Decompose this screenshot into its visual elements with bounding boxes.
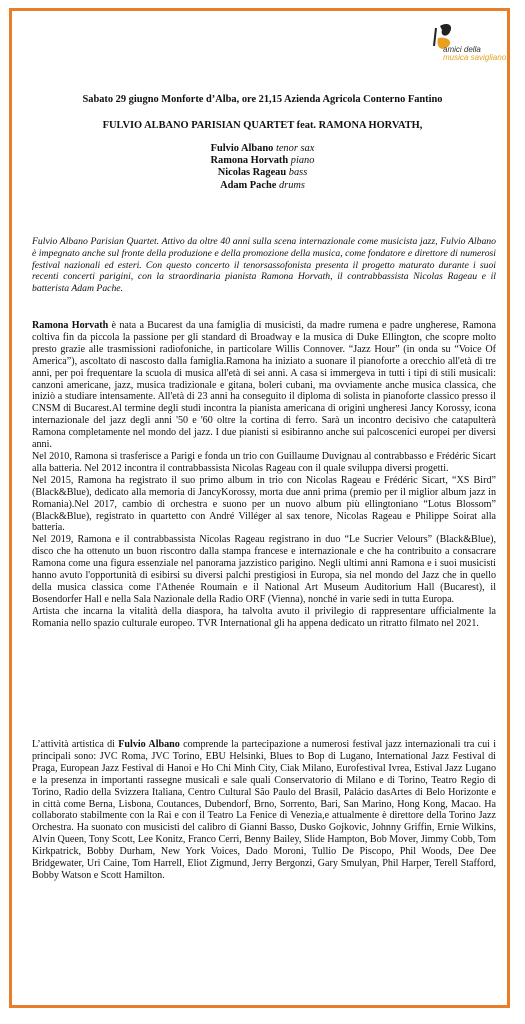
- musician-instrument: bass: [288, 167, 308, 179]
- musician-name: Adam Pache: [220, 179, 277, 191]
- lineup: [0, 143, 525, 192]
- fulvio-name: Fulvio Albano: [118, 739, 180, 750]
- musician-name: Fulvio Albano: [210, 143, 274, 154]
- logo-line-1: amici della: [443, 45, 481, 54]
- concert-title: FULVIO ALBANO PARISIAN QUARTET feat. RAMONA HORVATH,: [102, 120, 423, 131]
- bio-paragraph: Nel 2015, Ramona ha registrato il suo primo album in trio con Nicolas Rageau e Frédéric Sicart, “XS Bird” (Black&Blue), dedicato alla memoria di JancyKorossy, morta due anni prima (premio per il miglior album jazz in Romania).Nel 2017, cambio di orchestra e suono per un nuovo album più ellingtoniano “Lotus Blossom” (Black&Blue), registrato in quartetto con André Villéger al sax tenore, Nicolas Rageau e Philippe Soirat alla batteria.: [32, 474, 496, 534]
- bio-text: è nata a Bucarest da una famiglia di musicisti, da madre rumena e padre ungherese, Ramona coltiva fin da piccola la passione per gli standard di Broadway e la musica di Duke Ellington, che scopre molto presto grazie alle trasmissioni radiofoniche, in particolare Willis Connover. “Jazz Hour” (in onda su “Voice Of America”), ascoltato di nascosto dalla famiglia.Ramona ha iniziato a suonare il pianoforte a orecchio all'età di tre anni, per poi frequentare la scuola di musica all'età di sei anni. A casa si immergeva in tutti i tipi di stili musicali: canzoni americane, jazz, musica tradizionale e gitana, boleri cubani, ma ovviamente anche musica classica, che iniziò a studiare intensamente. All'età di 23 anni ha conseguito il diploma di solista in pianoforte classico presso il CNSM di Bucarest.Al termine degli studi incontra la pianista americana di origini ungheresi Jancy Korossy, icona internazionale del jazz degli anni '50 e '60 oltre la cortina di ferro. Sarà un incontro decisivo che catapulterà Ramona completamente nel mondo del jazz. I due pianisti si esibiranno anche sui palcoscenici europei per diversi anni.: [32, 320, 496, 451]
- bio-paragraph: Nel 2019, Ramona e il contrabbassista Nicolas Rageau registrano in duo “Le Sucrier Velours” (Black&Blue), disco che ha ottenuto un buon riscontro dalla stampa francese e internazionale e che ha contribuito a consacrare Ramona come una figura essenziale nel panorama jazzistico parigino. Negli ultimi anni Ramona e i suoi musicisti hanno avuto l'opportunità di esibirsi su diversi palchi prestigiosi in Europa, sia nel mondo del Jazz che in quello della musica classica come l'Athenée Roumain e il National Art Museum Auditorium Hall (Bucarest), il Bosendorfer Hall e nella Sala Nazionale della Radio ORF (Vienna), nonché in varie sedi in tutta Europa.: [32, 534, 496, 605]
- musician-name: Nicolas Rageau: [217, 167, 287, 179]
- musician-instrument: piano: [290, 155, 315, 167]
- musician-name: Ramona Horvath: [210, 155, 289, 167]
- bio-paragraph: [32, 320, 496, 451]
- bio-paragraph: Nel 2010, Ramona si trasferisce a Parigi e fonda un trio con Guillaume Duvignau al contrabbasso e Frédéric Sicart alla batteria. Nel 2012 incontra il contrabbassista Nicolas Rageau con il quale sviluppa diversi progetti.: [32, 450, 496, 474]
- logo-text: [443, 46, 506, 62]
- intro-paragraph: Fulvio Albano Parisian Quartet. Attivo da oltre 40 anni sulla scena internazionale come musicista jazz, Fulvio Albano è impegnato anche sul fronte della produzione e della promozione della musica, come fondatore e direttore di numerosi festival nazionali ed esteri. Con questo concerto il tenorsassofonista presenta il progetto maturato durante i suoi recenti concerti parigini, con la straordinaria pianista Ramona Horvath, il contrabbassista Nicolas Rageau e il batterista Adam Pache.: [32, 236, 496, 295]
- bio-text: comprende la partecipazione a numerosi festival jazz internazionali tra cui i principali sono: JVC Roma, JVC Torino, EBU Helsinki, Blues to Bop di Lugano, International Jazz Festival di Praga, European Jazz Festival di Hanoi e Ho Chi Minh City, Ciak Milano, Eurofestival Ivrea, Estival Jazz Lugano e la presenza in importanti rassegne musicali e sale quali Conservatorio di Milano e di Torino, Teatro Regio di Torino, Radio della Svizzera Italiana, Centro Cultural São Paulo del Brasil, Palácio dasArtes di Belo Horizonte e in città come Berna, Lisbona, Coutances, Dubendorf, Brno, Sorrento, Bari, San Marino, Hong Kong, Macao. Ha collaborato stabilmente con la Rai e con il Teatro La Fenice di Venezia,e attualmente è direttore della Torino Jazz Orchestra. Ha suonato con musicisti del calibro di Gianni Basso, Dusko Gojkovic, Johnny Griffin, Ernie Wilkins, Alvin Queen, Tony Scott, Lee Konitz, Franco Cerri, Benny Bailey, Slide Hampton, Bob Mover, Jimmy Cobb, Tom Kirkpatrick, Bobby Durham, New York Voices, Dado Moroni, Tullio De Piscopo, Phil Woods, Dee Dee Bridgewater, Uri Caine, Tom Harrell, Eliot Zigmund, Jerry Bergonzi, Gary Smulyan, Phil Harper, Terell Stafford, Bobby Watson e Scott Hamilton.: [32, 739, 496, 881]
- lineup-item: [0, 155, 525, 167]
- ramona-bio: [32, 320, 496, 630]
- logo-line-2: musica savigliano: [443, 53, 507, 62]
- event-line: Sabato 29 giugno Monforte d’Alba, ore 21,15 Azienda Agricola Conterno Fantino: [82, 94, 443, 105]
- bio-paragraph: Artista che incarna la vitalità della diaspora, ha talvolta avuto il privilegio di rappresentare ufficialmente la Romania nello spazio culturale europeo. TVR International gli ha appena dedicato un ritratto filmato nel 2021.: [32, 605, 496, 629]
- bio-paragraph: [32, 739, 496, 882]
- musician-instrument: tenor sax: [275, 143, 315, 154]
- ramona-name: Ramona Horvath: [32, 320, 109, 331]
- bio-prefix: L’attività artistica di: [32, 739, 119, 750]
- lineup-item: [0, 180, 525, 192]
- lineup-item: [0, 167, 525, 179]
- musician-instrument: drums: [278, 179, 305, 191]
- fulvio-bio: [32, 739, 496, 882]
- lineup-item: [0, 143, 525, 155]
